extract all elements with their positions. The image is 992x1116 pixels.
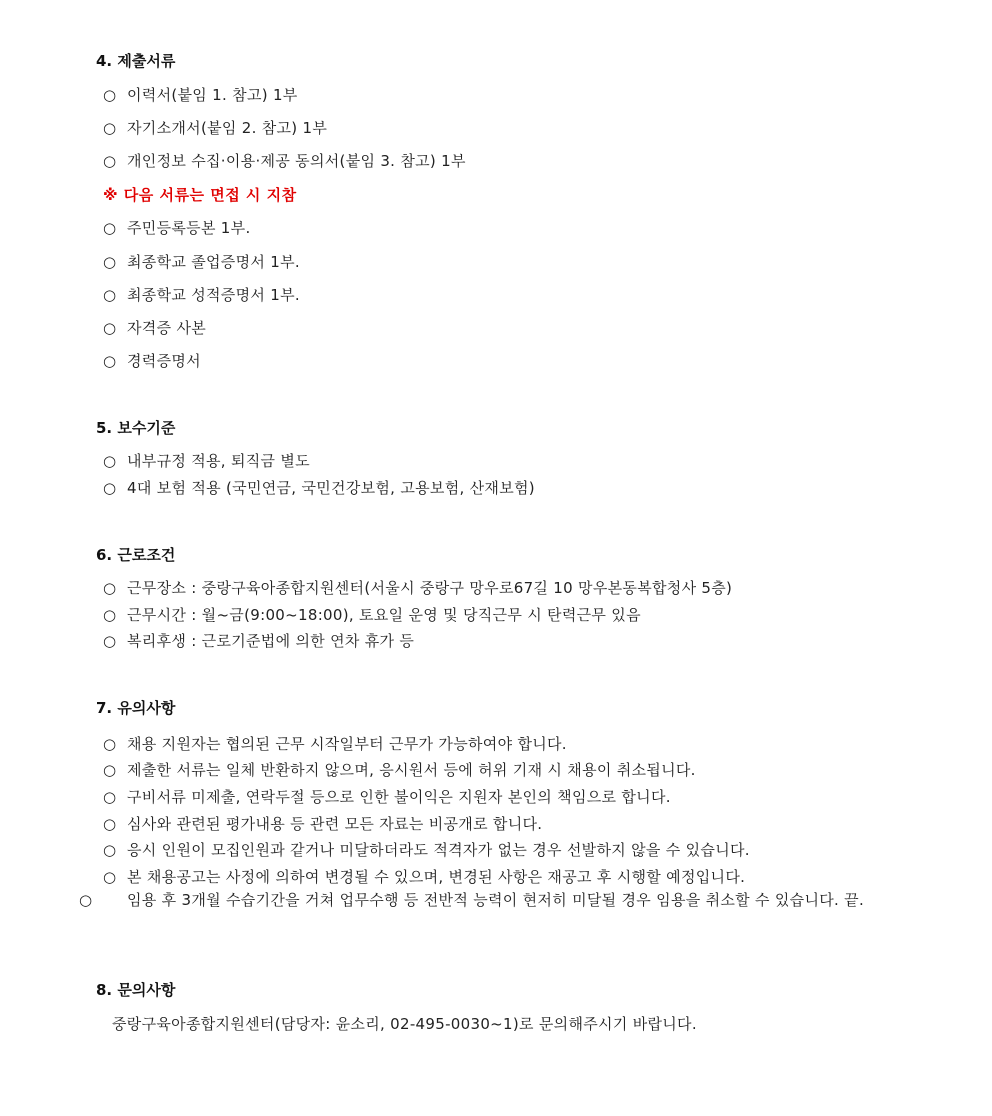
- list-item: ○ 구비서류 미제출, 연락두절 등으로 인한 불이익은 지원자 본인의 책임으로 합니다.: [103, 788, 671, 806]
- list-item: ○ 자기소개서(붙임 2. 참고) 1부: [103, 119, 328, 137]
- circle-bullet-icon: ○: [103, 286, 117, 304]
- circle-bullet-icon: ○: [103, 119, 117, 137]
- list-item: ○ 최종학교 성적증명서 1부.: [103, 286, 300, 304]
- notice-note: ※ 다음 서류는 면접 시 지참: [103, 186, 297, 204]
- circle-bullet-icon: ○: [79, 891, 93, 909]
- list-item: ○ 제출한 서류는 일체 반환하지 않으며, 응시원서 등에 허위 기재 시 채용이 취소됩니다.: [103, 761, 696, 779]
- circle-bullet-icon: ○: [103, 253, 117, 271]
- list-item: ○ 복리후생 : 근로기준법에 의한 연차 휴가 등: [103, 632, 415, 650]
- list-item: ○ 주민등록등본 1부.: [103, 219, 251, 237]
- list-item: ○ 심사와 관련된 평가내용 등 관련 모든 자료는 비공개로 합니다.: [103, 815, 543, 833]
- list-item: ○ 근무시간 : 월~금(9:00~18:00), 토요일 운영 및 당직근무 시 탄력근무 있음: [103, 606, 641, 624]
- section-6-title: 6. 근로조건: [96, 546, 176, 564]
- circle-bullet-icon: ○: [103, 86, 117, 104]
- circle-bullet-icon: ○: [103, 788, 117, 806]
- circle-bullet-icon: ○: [103, 479, 117, 497]
- circle-bullet-icon: ○: [103, 352, 117, 370]
- section-7-title: 7. 유의사항: [96, 699, 176, 717]
- list-item: ○ 자격증 사본: [103, 319, 207, 337]
- section-5-title: 5. 보수기준: [96, 419, 176, 437]
- list-item: ○ 내부규정 적용, 퇴직금 별도: [103, 452, 310, 470]
- circle-bullet-icon: ○: [103, 815, 117, 833]
- list-item: ○ 경력증명서: [103, 352, 201, 370]
- list-item: ○ 응시 인원이 모집인원과 같거나 미달하더라도 적격자가 없는 경우 선발하지 않을 수 있습니다.: [103, 841, 750, 859]
- circle-bullet-icon: ○: [103, 841, 117, 859]
- list-item: ○ 근무장소 : 중랑구육아종합지원센터(서울시 중랑구 망우로67길 10 망우본동복합청사 5층): [103, 579, 733, 597]
- circle-bullet-icon: ○: [103, 606, 117, 624]
- circle-bullet-icon: ○: [103, 319, 117, 337]
- circle-bullet-icon: ○: [103, 579, 117, 597]
- list-item: ○ 채용 지원자는 협의된 근무 시작일부터 근무가 가능하여야 합니다.: [103, 735, 567, 753]
- circle-bullet-icon: ○: [103, 735, 117, 753]
- contact-info: 중랑구육아종합지원센터(담당자: 윤소리, 02-495-0030~1)로 문의해주시기 바랍니다.: [112, 1015, 697, 1033]
- list-item: ○ 본 채용공고는 사정에 의하여 변경될 수 있으며, 변경된 사항은 재공고 후 시행할 예정입니다.: [103, 868, 746, 886]
- list-item: ○ 최종학교 졸업증명서 1부.: [103, 253, 300, 271]
- section-8-title: 8. 문의사항: [96, 981, 176, 999]
- circle-bullet-icon: ○: [103, 632, 117, 650]
- section-4-title: 4. 제출서류: [96, 52, 176, 70]
- list-item: ○ 4대 보험 적용 (국민연금, 국민건강보험, 고용보험, 산재보험): [103, 479, 535, 497]
- circle-bullet-icon: ○: [103, 152, 117, 170]
- list-item: ○ 이력서(붙임 1. 참고) 1부: [103, 86, 298, 104]
- circle-bullet-icon: ○: [103, 868, 117, 886]
- circle-bullet-icon: ○: [103, 452, 117, 470]
- circle-bullet-icon: ○: [103, 761, 117, 779]
- circle-bullet-icon: ○: [103, 219, 117, 237]
- list-item: ○ 개인정보 수집·이용·제공 동의서(붙임 3. 참고) 1부: [103, 152, 466, 170]
- list-item: ○ 임용 후 3개월 수습기간을 거쳐 업무수행 등 전반적 능력이 현저히 미달될 경우 임용을 취소할 수 있습니다. 끝.: [103, 887, 917, 914]
